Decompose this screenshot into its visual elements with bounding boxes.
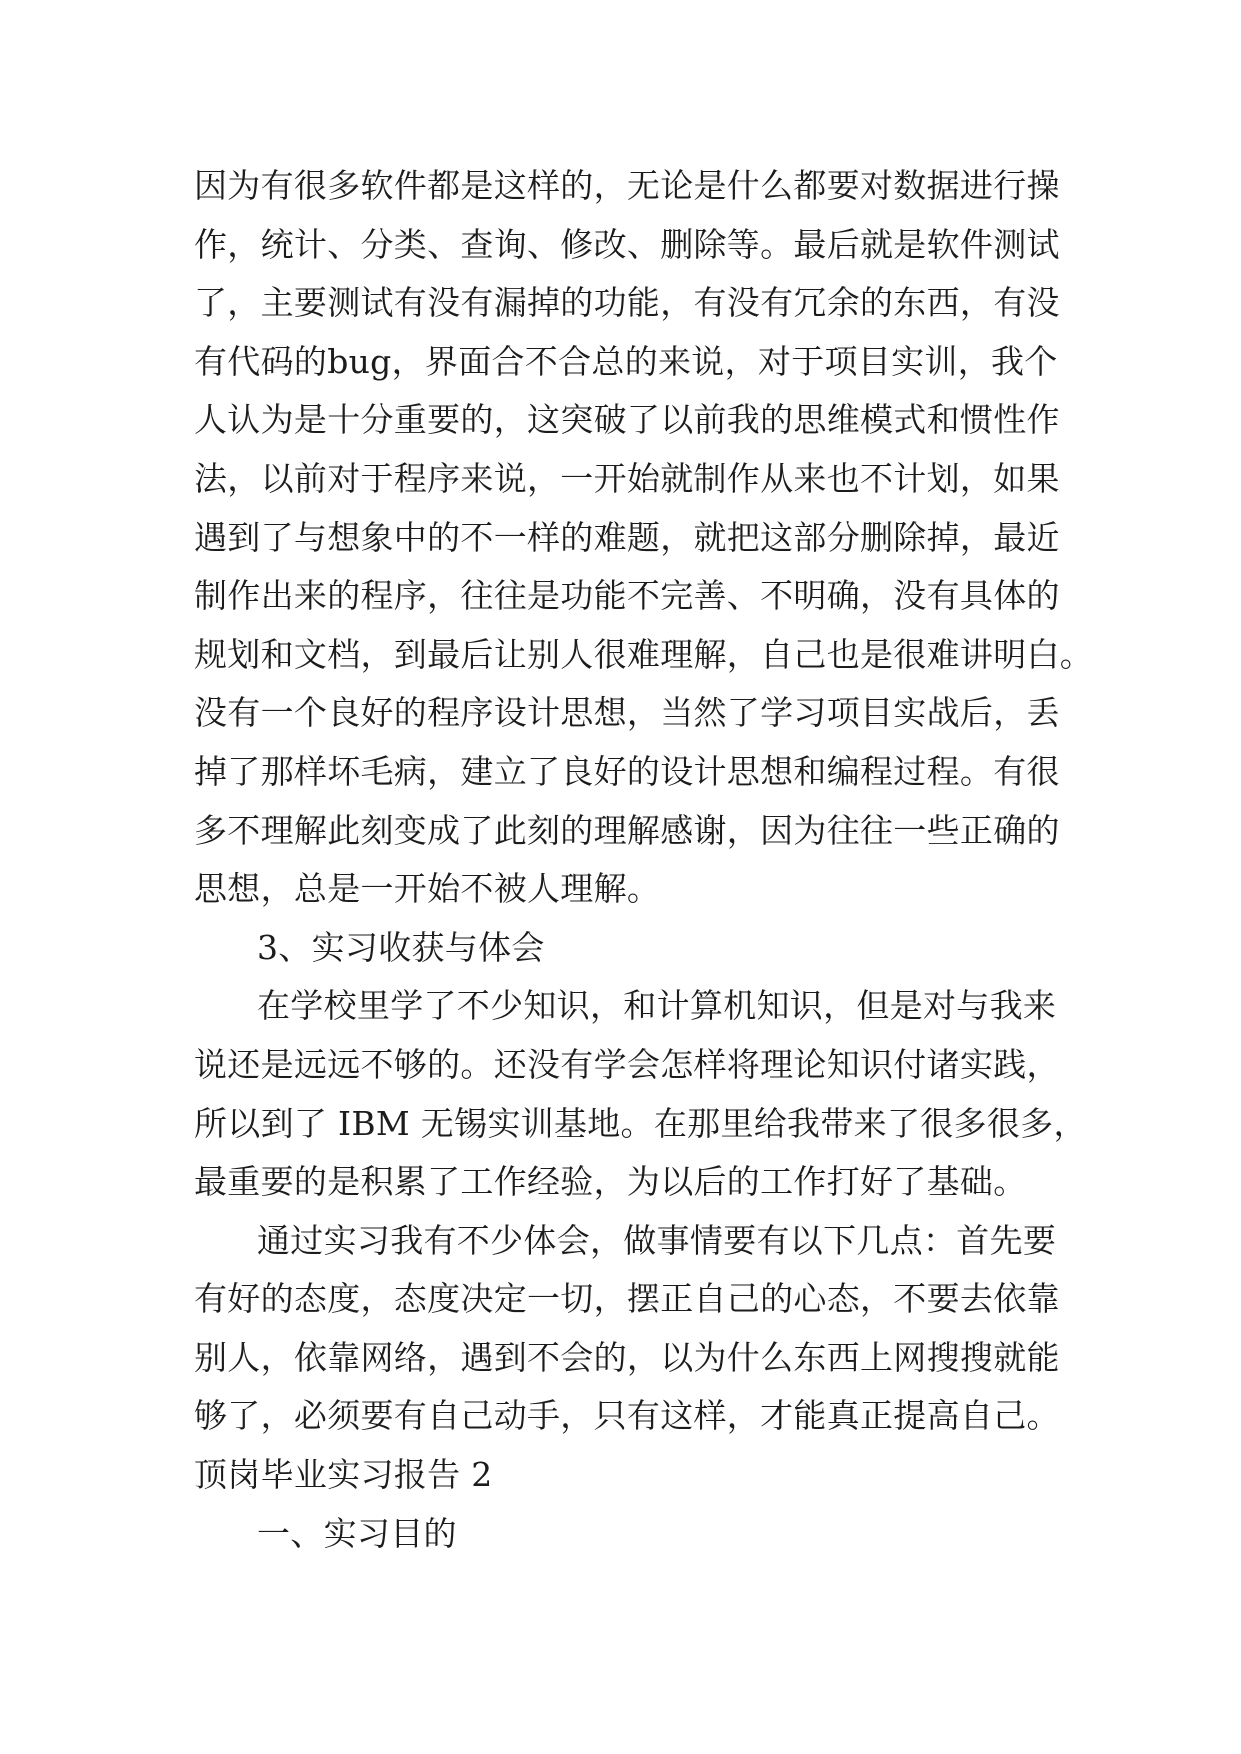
text-line: 制作出来的程序，往往是功能不完善、不明确，没有具体的 xyxy=(194,576,1060,616)
text-line: 别人，依靠网络，遇到不会的，以为什么东西上网搜搜就能 xyxy=(194,1337,1060,1377)
paragraph-project-training xyxy=(194,157,1094,919)
text-line: 没有一个良好的程序设计思想，当然了学习项目实战后，丢 xyxy=(194,693,1060,733)
report-title: 顶岗毕业实习报告 2 xyxy=(194,1455,493,1495)
text-line: 遇到了与想象中的不一样的难题，就把这部分删除掉，最近 xyxy=(194,517,1060,557)
section-heading: 一、实习目的 xyxy=(257,1513,457,1553)
text-line: 在学校里学了不少知识，和计算机知识，但是对与我来 xyxy=(257,986,1057,1026)
text-line: 法，以前对于程序来说，一开始就制作从来也不计划，如果 xyxy=(194,458,1060,498)
text-line: 够了，必须要有自己动手，只有这样，才能真正提高自己。 xyxy=(194,1396,1060,1436)
text-line: 思想，总是一开始不被人理解。 xyxy=(194,869,661,909)
text-line: 有好的态度，态度决定一切，摆正自己的心态，不要去依靠 xyxy=(194,1279,1060,1319)
text-line: 掉了那样坏毛病，建立了良好的设计思想和编程过程。有很 xyxy=(194,751,1060,791)
text-line: 了，主要测试有没有漏掉的功能，有没有冗余的东西，有没 xyxy=(194,283,1060,323)
text-line: 最重要的是积累了工作经验，为以后的工作打好了基础。 xyxy=(194,1162,1027,1202)
text-line: 所以到了 IBM 无锡实训基地。在那里给我带来了很多很多， xyxy=(194,1103,1087,1143)
text-line: 因为有很多软件都是这样的，无论是什么都要对数据进行操 xyxy=(194,166,1060,205)
text-line: 多不理解此刻变成了此刻的理解感谢，因为往往一些正确的 xyxy=(194,810,1060,850)
section-heading: 3、实习收获与体会 xyxy=(257,927,545,967)
text-line: 说还是远远不够的。还没有学会怎样将理论知识付诸实践， xyxy=(194,1044,1060,1084)
section-heading-purpose-block xyxy=(194,1505,1094,1564)
text-line: 作，统计、分类、查询、修改、删除等。最后就是软件测试 xyxy=(194,224,1060,264)
report-title-block xyxy=(194,1446,1094,1505)
document-page xyxy=(194,157,1094,1563)
section-heading-harvest xyxy=(194,919,1094,978)
text-line: 规划和文档，到最后让别人很难理解，自己也是很难讲明白。 xyxy=(194,634,1094,674)
paragraph-experience xyxy=(194,1212,1094,1446)
text-line: 通过实习我有不少体会，做事情要有以下几点：首先要 xyxy=(257,1220,1057,1260)
text-line: 有代码的bug，界面合不合总的来说，对于项目实训，我个 xyxy=(194,341,1058,381)
paragraph-school-knowledge xyxy=(194,977,1094,1211)
text-line: 人认为是十分重要的，这突破了以前我的思维模式和惯性作 xyxy=(194,400,1060,440)
